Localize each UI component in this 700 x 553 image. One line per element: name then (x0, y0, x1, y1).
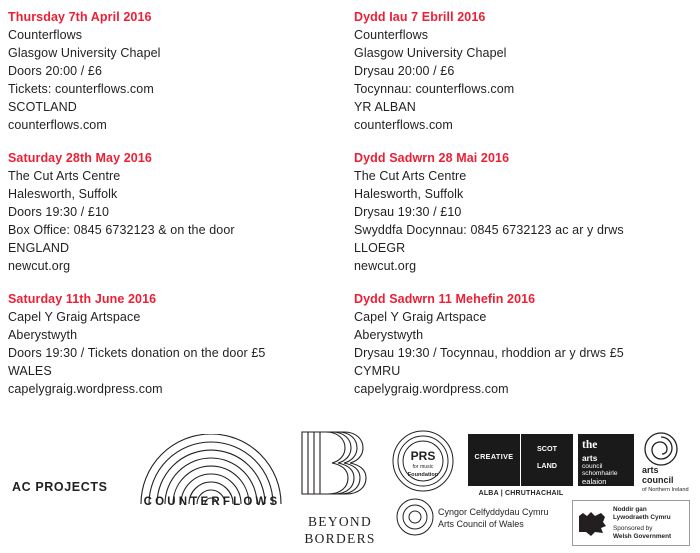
acw-line1: Cyngor Celfyddydau Cymru (438, 507, 549, 517)
scotland-label-line2: LAND (537, 461, 557, 470)
event-detail-line: Counterflows (8, 28, 83, 42)
arts-council-ireland-logo (578, 434, 634, 486)
event-detail-line: Drysau 20:00 / £6 (354, 64, 455, 78)
event-detail-line: Aberystwyth (8, 328, 78, 342)
acw-wordmark (438, 506, 549, 530)
creative-label: CREATIVE (474, 452, 514, 461)
event-detail-line: Halesworth, Suffolk (8, 187, 118, 201)
scotland-label-line1: SCOT (537, 444, 557, 453)
arts-council-ni-logo (640, 432, 698, 494)
event-country-line: WALES (8, 364, 52, 378)
aci-line2: arts (582, 453, 598, 463)
event-detail-line: Swyddfa Docynnau: 0845 6732123 ac ar y drws (354, 223, 624, 237)
event-date-heading: Saturday 11th June 2016 (8, 292, 157, 306)
event-country-line: SCOTLAND (8, 100, 77, 114)
event-country-line: CYMRU (354, 364, 401, 378)
event-block (354, 8, 700, 134)
event-country-line: ENGLAND (8, 241, 70, 255)
stacked-b-icon (296, 430, 384, 510)
event-detail-line: Tocynnau: counterflows.com (354, 82, 515, 96)
svg-text:for music: for music (412, 464, 434, 470)
event-website-line: counterflows.com (8, 118, 107, 132)
event-website-line: newcut.org (8, 259, 71, 273)
event-detail-line: Box Office: 0845 6732123 & on the door (8, 223, 235, 237)
prs-foundation-logo (392, 430, 454, 492)
welsh-dragon-icon (577, 506, 609, 540)
event-detail-line: Aberystwyth (354, 328, 424, 342)
event-website-line: capelygraig.wordpress.com (354, 382, 509, 396)
wg-line1: Noddir gan (613, 506, 647, 513)
creative-block (468, 434, 520, 486)
event-detail-line: The Cut Arts Centre (354, 169, 467, 183)
sponsor-logo-strip (0, 412, 700, 553)
event-date-heading: Thursday 7th April 2016 (8, 10, 152, 24)
wg-line3: Sponsored by (613, 525, 653, 532)
event-website-line: counterflows.com (354, 118, 453, 132)
event-date-heading: Dydd Sadwrn 28 Mai 2016 (354, 151, 510, 165)
beyond-borders-logo (296, 430, 384, 548)
event-date-heading: Saturday 28th May 2016 (8, 151, 152, 165)
event-country-line: LLOEGR (354, 241, 406, 255)
event-detail-line: Tickets: counterflows.com (8, 82, 154, 96)
event-detail-line: Drysau 19:30 / Tocynnau, rhoddion ar y drws £5 (354, 346, 624, 360)
ac-projects-logo: AC PROJECTS (12, 480, 108, 494)
concentric-arcs-icon (132, 434, 290, 504)
event-country-line: YR ALBAN (354, 100, 416, 114)
event-block (8, 149, 350, 275)
beyond-borders-line2: BORDERS (304, 531, 376, 546)
counterflows-logo (132, 434, 290, 526)
event-detail-line: Capel Y Graig Artspace (354, 310, 487, 324)
svg-text:Foundation: Foundation (407, 472, 439, 478)
event-website-line: capelygraig.wordpress.com (8, 382, 163, 396)
english-listings-column (0, 0, 350, 413)
event-detail-line: The Cut Arts Centre (8, 169, 121, 183)
beyond-borders-line1: BEYOND (307, 514, 373, 529)
acni-line2: council (642, 475, 674, 485)
acni-wordmark (642, 465, 689, 495)
wales-ring-icon (396, 498, 434, 536)
acw-line2: Arts Council of Wales (438, 519, 524, 529)
event-detail-line: Glasgow University Chapel (354, 46, 507, 60)
event-detail-line: Capel Y Graig Artspace (8, 310, 141, 324)
event-detail-line: Drysau 19:30 / £10 (354, 205, 462, 219)
counterflows-wordmark: COUNTERFLOWS (143, 496, 281, 508)
acni-line1: arts (642, 465, 659, 475)
acni-line3: of Northern Ireland (642, 487, 689, 493)
event-block (354, 290, 700, 398)
arts-council-wales-logo (396, 496, 566, 542)
event-block (8, 8, 350, 134)
wg-line4: Welsh Government (613, 533, 672, 540)
aci-line1: the (582, 439, 598, 451)
creative-scotland-gaelic-caption: ALBA | CHRUTHACHAIL (478, 490, 564, 497)
event-detail-line: Halesworth, Suffolk (354, 187, 464, 201)
event-date-heading: Dydd Sadwrn 11 Mehefin 2016 (354, 292, 536, 306)
wg-line2: Lywodraeth Cymru (613, 514, 671, 521)
aci-line5: ealaion (582, 477, 607, 486)
wg-welsh-text (613, 506, 671, 522)
scotland-block (521, 434, 573, 486)
event-detail-line: Doors 19:30 / Tickets donation on the door £5 (8, 346, 266, 360)
prs-circle-icon (392, 430, 454, 492)
event-detail-line: Glasgow University Chapel (8, 46, 161, 60)
event-block (354, 149, 700, 275)
svg-text:PRS: PRS (410, 449, 436, 463)
wg-english-text (613, 525, 671, 541)
welsh-government-logo (572, 500, 690, 546)
spiral-icon (644, 432, 678, 466)
event-website-line: newcut.org (354, 259, 417, 273)
event-detail-line: Doors 20:00 / £6 (8, 64, 103, 78)
aci-line4: schomhairle (582, 470, 618, 477)
event-block (8, 290, 350, 398)
event-date-heading: Dydd Iau 7 Ebrill 2016 (354, 10, 486, 24)
welsh-listings-column (350, 0, 700, 413)
event-detail-line: Counterflows (354, 28, 429, 42)
event-detail-line: Doors 19:30 / £10 (8, 205, 110, 219)
aci-line3: council (582, 463, 603, 470)
